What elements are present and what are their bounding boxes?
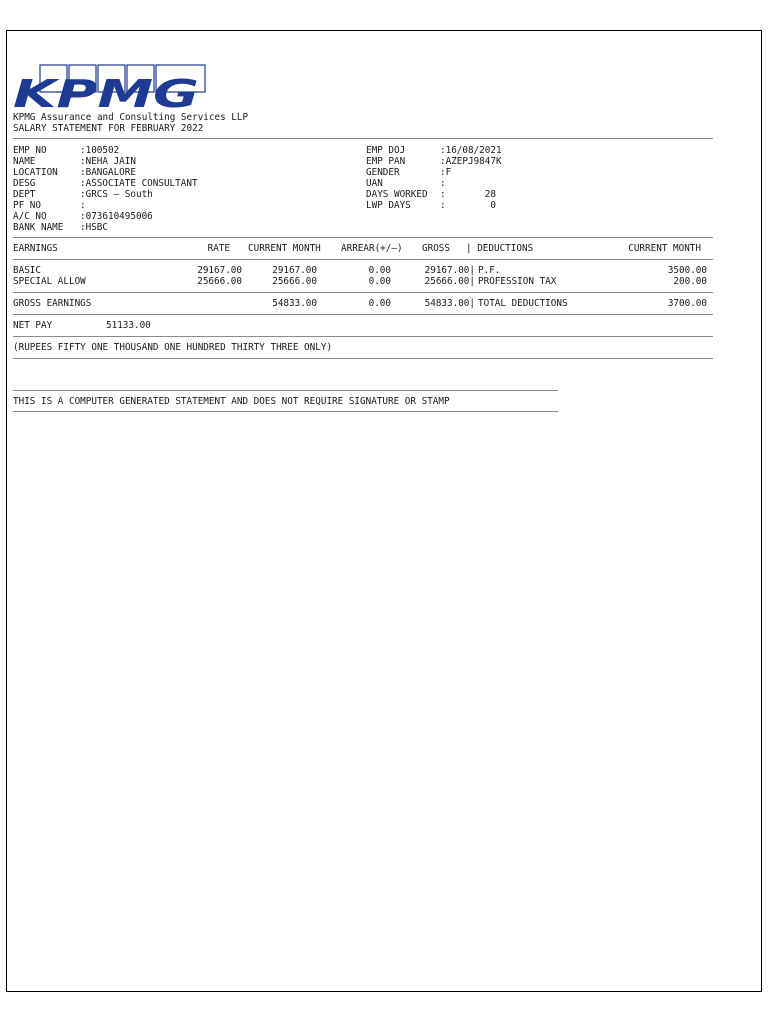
header-arrear: ARREAR(+/–) <box>341 243 403 254</box>
deduction-name: PROFESSION TAX <box>478 276 557 287</box>
emp-label: DEPT <box>13 189 36 200</box>
earning-gross: 25666.00| <box>424 276 475 287</box>
divider <box>13 411 558 412</box>
earning-current: 29167.00 <box>272 265 317 276</box>
earning-gross: 29167.00| <box>424 265 475 276</box>
emp-value: :AZEPJ9847K <box>440 156 502 167</box>
emp-value: : 28 <box>440 189 496 200</box>
emp-label: NAME <box>13 156 36 167</box>
emp-label: EMP DOJ <box>366 145 406 156</box>
divider <box>13 314 713 315</box>
emp-value: : <box>440 178 446 189</box>
emp-label: DAYS WORKED <box>366 189 428 200</box>
divider <box>13 237 713 238</box>
header-earnings: EARNINGS <box>13 243 58 254</box>
earning-name: BASIC <box>13 265 41 276</box>
company-name: KPMG Assurance and Consulting Services LLP <box>13 112 249 123</box>
emp-label: EMP NO <box>13 145 47 156</box>
deduction-name: P.F. <box>478 265 501 276</box>
net-pay-label: NET PAY <box>13 320 53 331</box>
kpmg-logo <box>13 64 207 108</box>
amount-in-words: (RUPEES FIFTY ONE THOUSAND ONE HUNDRED THIRTY THREE ONLY) <box>13 342 333 353</box>
earning-name: SPECIAL ALLOW <box>13 276 86 287</box>
footer-note: THIS IS A COMPUTER GENERATED STATEMENT AND DOES NOT REQUIRE SIGNATURE OR STAMP <box>13 396 450 407</box>
gross-earnings-arrear: 0.00 <box>368 298 391 309</box>
divider <box>13 358 713 359</box>
deduction-amount: 3500.00 <box>667 265 707 276</box>
earning-arrear: 0.00 <box>368 265 391 276</box>
header-rate: RATE <box>207 243 230 254</box>
emp-value: :NEHA JAIN <box>80 156 136 167</box>
net-pay-amount: 51133.00 <box>106 320 151 331</box>
divider <box>13 138 713 139</box>
emp-value: : 0 <box>440 200 496 211</box>
statement-title: SALARY STATEMENT FOR FEBRUARY 2022 <box>13 123 204 134</box>
emp-label: BANK NAME <box>13 222 64 233</box>
divider <box>13 390 558 391</box>
total-deductions-amount: 3700.00 <box>667 298 707 309</box>
divider <box>13 336 713 337</box>
emp-value: :BANGALORE <box>80 167 136 178</box>
emp-value: :100502 <box>80 145 120 156</box>
earning-rate: 25666.00 <box>197 276 242 287</box>
header-deductions: | DEDUCTIONS <box>466 243 534 254</box>
earning-rate: 29167.00 <box>197 265 242 276</box>
header-deduction-current-month: CURRENT MONTH <box>628 243 701 254</box>
emp-label: GENDER <box>366 167 400 178</box>
emp-label: LWP DAYS <box>366 200 411 211</box>
header-gross: GROSS <box>422 243 450 254</box>
logo-text: KPMG <box>13 72 199 108</box>
gross-earnings-gross: 54833.00| <box>424 298 475 309</box>
emp-label: LOCATION <box>13 167 58 178</box>
divider <box>13 259 713 260</box>
earning-arrear: 0.00 <box>368 276 391 287</box>
emp-value: : <box>80 200 86 211</box>
gross-earnings-current: 54833.00 <box>272 298 317 309</box>
emp-label: A/C NO <box>13 211 47 222</box>
emp-value: :16/08/2021 <box>440 145 502 156</box>
emp-label: DESG <box>13 178 36 189</box>
emp-value: :GRCS – South <box>80 189 153 200</box>
deduction-amount: 200.00 <box>673 276 707 287</box>
emp-label: UAN <box>366 178 383 189</box>
earning-current: 25666.00 <box>272 276 317 287</box>
emp-label: PF NO <box>13 200 41 211</box>
total-deductions-label: TOTAL DEDUCTIONS <box>478 298 568 309</box>
emp-value: :F <box>440 167 452 178</box>
emp-value: :HSBC <box>80 222 108 233</box>
header-current-month: CURRENT MONTH <box>248 243 321 254</box>
divider <box>13 292 713 293</box>
emp-value: :ASSOCIATE CONSULTANT <box>80 178 198 189</box>
emp-label: EMP PAN <box>366 156 406 167</box>
gross-earnings-label: GROSS EARNINGS <box>13 298 92 309</box>
emp-value: :073610495006 <box>80 211 153 222</box>
